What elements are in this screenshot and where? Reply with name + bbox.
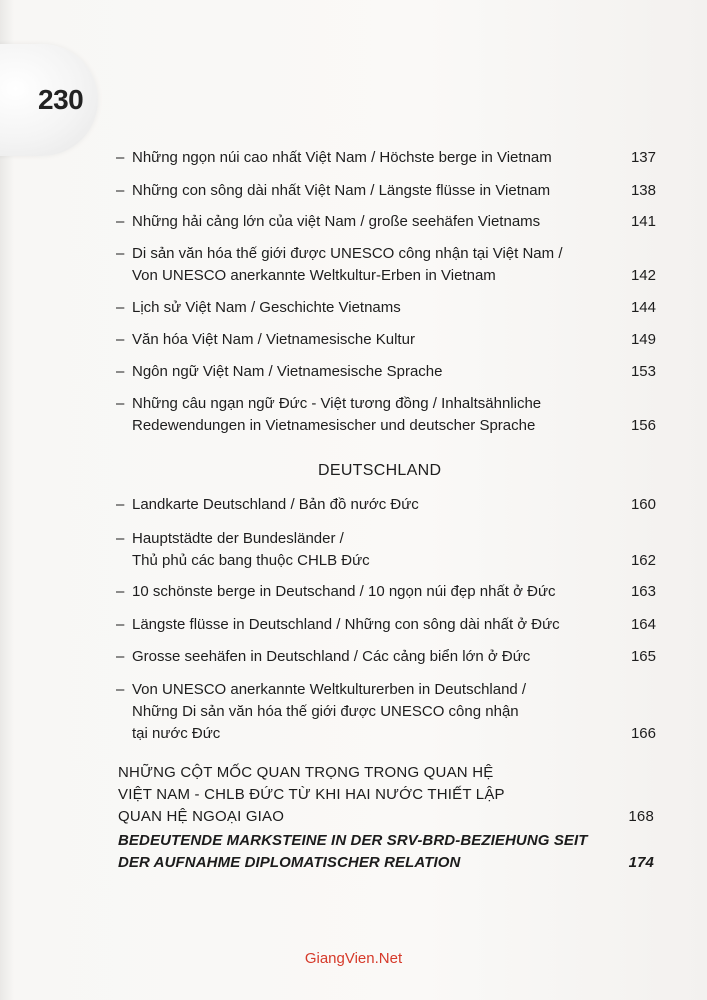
entry-line: NHỮNG CỘT MỐC QUAN TRỌNG TRONG QUAN HỆ bbox=[118, 764, 494, 781]
bullet-dash: – bbox=[116, 496, 125, 513]
bullet-dash: – bbox=[116, 363, 125, 380]
entry-text bbox=[132, 243, 622, 287]
entry-text bbox=[132, 494, 622, 516]
entry-line: Di sản văn hóa thế giới được UNESCO công nhận tại Việt Nam / bbox=[132, 245, 563, 262]
entry-text bbox=[118, 762, 598, 828]
entry-text bbox=[132, 646, 622, 668]
entry-line: 10 schönste berge in Deutschand / 10 ngọn núi đẹp nhất ở Đức bbox=[132, 583, 556, 600]
entry-line: BEDEUTENDE MARKSTEINE IN DER SRV-BRD-BEZIEHUNG SEIT bbox=[118, 832, 588, 849]
entry-page-number: 165 bbox=[630, 648, 656, 665]
entry-text bbox=[132, 361, 622, 383]
bullet-dash: – bbox=[116, 331, 125, 348]
entry-line: QUAN HỆ NGOẠI GIAO bbox=[118, 808, 285, 825]
entry-page-number: 144 bbox=[630, 299, 656, 316]
entry-page-number: 160 bbox=[630, 496, 656, 513]
entry-page-number: 174 bbox=[628, 854, 654, 871]
toc-entry-milestones-vn[interactable] bbox=[118, 762, 654, 828]
entry-page-number: 166 bbox=[630, 725, 656, 742]
entry-line: Von UNESCO anerkannte Weltkultur-Erben in Vietnam bbox=[132, 267, 496, 284]
entry-page-number: 156 bbox=[630, 417, 656, 434]
entry-line: Những Di sản văn hóa thế giới được UNESCO công nhận bbox=[132, 703, 519, 720]
entry-page-number: 137 bbox=[630, 149, 656, 166]
entry-page-number: 141 bbox=[630, 213, 656, 230]
watermark: GiangVien.Net bbox=[304, 950, 403, 967]
bullet-dash: – bbox=[116, 299, 125, 316]
entry-line: Grosse seehäfen in Deutschland / Các cảng biển lớn ở Đức bbox=[132, 648, 531, 665]
bullet-dash: – bbox=[116, 213, 125, 230]
entry-line: Redewendungen in Vietnamesischer und deutscher Sprache bbox=[132, 417, 536, 434]
entry-text bbox=[132, 211, 622, 233]
entry-text bbox=[132, 180, 622, 202]
entry-text bbox=[132, 147, 622, 169]
bullet-dash: – bbox=[116, 530, 125, 547]
entry-text bbox=[132, 528, 622, 572]
entry-line: Lịch sử Việt Nam / Geschichte Vietnams bbox=[132, 299, 401, 316]
entry-line: Längste flüsse in Deutschland / Những con sông dài nhất ở Đức bbox=[132, 616, 560, 633]
entry-page-number: 163 bbox=[630, 583, 656, 600]
toc-entry-milestones-de[interactable] bbox=[118, 830, 654, 874]
entry-text bbox=[132, 581, 622, 603]
bullet-dash: – bbox=[116, 648, 125, 665]
entry-text bbox=[132, 679, 622, 745]
entry-page-number: 138 bbox=[630, 182, 656, 199]
bullet-dash: – bbox=[116, 395, 125, 412]
entry-line: Thủ phủ các bang thuộc CHLB Đức bbox=[132, 552, 370, 569]
entry-line: tại nước Đức bbox=[132, 725, 221, 742]
entry-line: Những con sông dài nhất Việt Nam / Längste flüsse in Vietnam bbox=[132, 182, 551, 199]
bullet-dash: – bbox=[116, 583, 125, 600]
bullet-dash: – bbox=[116, 681, 125, 698]
bullet-dash: – bbox=[116, 616, 125, 633]
entry-line: Von UNESCO anerkannte Weltkulturerben in Deutschland / bbox=[132, 681, 527, 698]
bullet-dash: – bbox=[116, 245, 125, 262]
entry-text bbox=[132, 297, 622, 319]
page-number: 230 bbox=[38, 84, 84, 115]
entry-line: Landkarte Deutschland / Bản đồ nước Đức bbox=[132, 496, 419, 513]
entry-page-number: 168 bbox=[628, 808, 654, 825]
entry-text bbox=[132, 393, 622, 437]
entry-text bbox=[132, 614, 622, 636]
entry-text bbox=[132, 329, 622, 351]
bullet-dash: – bbox=[116, 149, 125, 166]
entry-page-number: 164 bbox=[630, 616, 656, 633]
entry-line: Những câu ngạn ngữ Đức - Việt tương đồng / Inhaltsähnliche bbox=[132, 395, 542, 412]
entry-line: Hauptstädte der Bundesländer / bbox=[132, 530, 344, 547]
entry-line: Những hải cảng lớn của việt Nam / große seehäfen Vietnams bbox=[132, 213, 541, 230]
section-heading: DEUTSCHLAND bbox=[318, 462, 442, 479]
entry-line: Ngôn ngữ Việt Nam / Vietnamesische Sprache bbox=[132, 363, 443, 380]
entry-line: DER AUFNAHME DIPLOMATISCHER RELATION bbox=[118, 854, 461, 871]
entry-page-number: 153 bbox=[630, 363, 656, 380]
entry-text bbox=[118, 830, 598, 874]
entry-page-number: 162 bbox=[630, 552, 656, 569]
entry-page-number: 142 bbox=[630, 267, 656, 284]
bullet-dash: – bbox=[116, 182, 125, 199]
entry-page-number: 149 bbox=[630, 331, 656, 348]
entry-line: Văn hóa Việt Nam / Vietnamesische Kultur bbox=[132, 331, 415, 348]
entry-line: VIỆT NAM - CHLB ĐỨC TỪ KHI HAI NƯỚC THIẾT LẬP bbox=[118, 786, 505, 803]
entry-line: Những ngọn núi cao nhất Việt Nam / Höchste berge in Vietnam bbox=[132, 149, 552, 166]
